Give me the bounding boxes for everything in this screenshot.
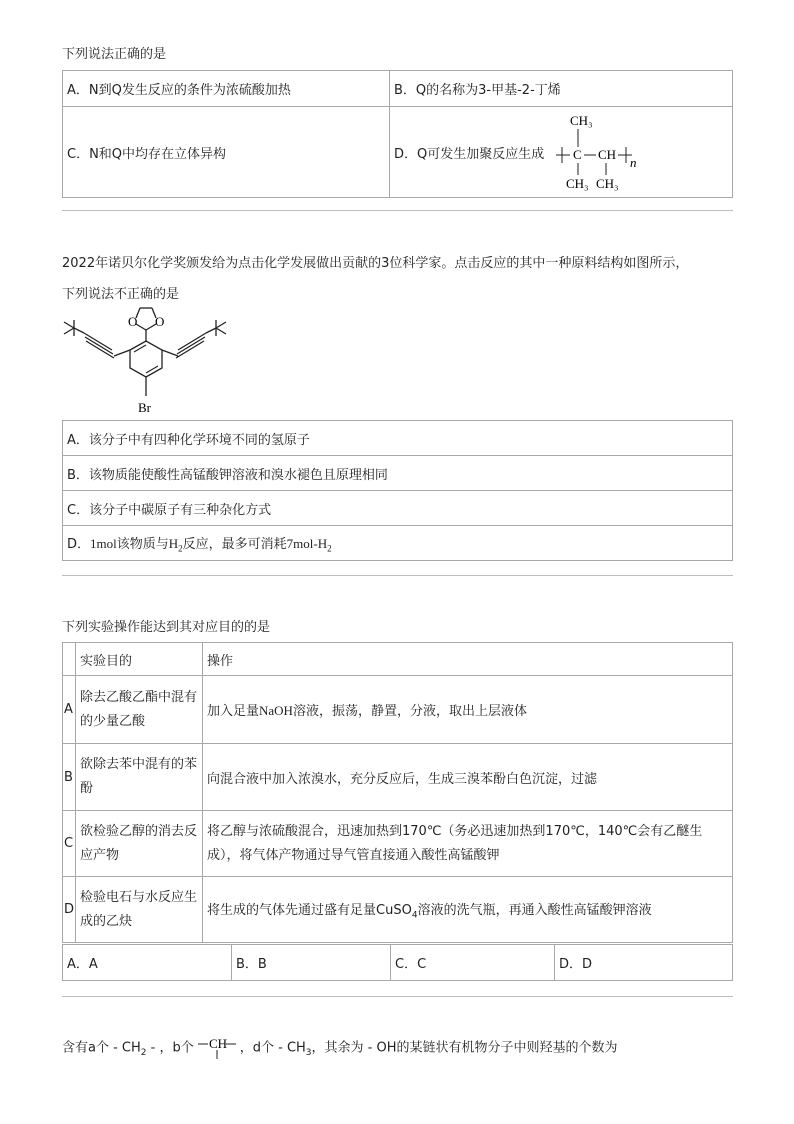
q3-row-d-op-b: 溶液的洗气瓶，再通入酸性高锰酸钾溶液 (417, 902, 652, 918)
q4-text-4: ，其余为 - OH的某链状有机物分子中则羟基的个数为 (311, 1040, 618, 1056)
polymer-ch3-right: CH₃ (596, 176, 619, 191)
q1-stem: 下列说法正确的是 (62, 47, 167, 62)
q3-row-operation-text: 加入足量NaOH溶液，振荡，静置，分液，取出上层液体 (207, 703, 527, 718)
polymer-ch3-left: CH₃ (566, 176, 589, 191)
q3-row-d-op-sub: 4 (411, 910, 418, 921)
polymer-n: n (630, 155, 637, 170)
q2-stem-line1: 2022年诺贝尔化学奖颁发给为点击化学发展做出贡献的3位科学家。点击反应的其中一种原料结构如图所示， (62, 256, 689, 271)
q4-sub-1: 2 (140, 1048, 147, 1059)
q3-row-label: B (63, 744, 76, 811)
q3-row-purpose: 除去乙酸乙酯中混有的少量乙酸 (76, 676, 203, 744)
polymer-c: C (573, 147, 582, 162)
q2-options-table (62, 420, 733, 561)
q2-option-d-text-a: 1mol该物质与H (90, 535, 179, 551)
methine-ch: CH (208, 1036, 227, 1051)
q3-row-operation (203, 676, 733, 744)
oxygen-left-label: O (128, 314, 138, 329)
separator (62, 210, 733, 211)
q4-sub-2: 3 (305, 1048, 312, 1059)
q1-option-c[interactable]: C．N和Q中均存在立体异构 (63, 107, 390, 198)
q2-option-d-sub1: 2 (178, 543, 183, 554)
q3-answer-c[interactable]: C．C (391, 945, 555, 981)
q3-row-operation: 向混合液中加入浓溴水，充分反应后，生成三溴苯酚白色沉淀，过滤 (203, 744, 733, 811)
polymer-ch3-top: CH₃ (570, 113, 593, 128)
q3-row-label: C (63, 811, 76, 877)
q2-stem-line2: 下列说法不正确的是 (62, 287, 180, 302)
q3-answer-b[interactable]: B．B (232, 945, 391, 981)
methine-group (194, 1038, 240, 1058)
q3-stem: 下列实验操作能达到其对应目的的是 (62, 620, 271, 635)
q2-option-a[interactable]: A．该分子中有四种化学环境不同的氢原子 (63, 421, 733, 456)
q1-option-d-text: D．Q可发生加聚反应生成 (394, 146, 545, 162)
q3-header-operation: 操作 (203, 643, 733, 676)
q3-row-purpose: 检验电石与水反应生成的乙炔 (76, 877, 203, 943)
q4-text-2: - ，b个 (146, 1040, 194, 1056)
polymer-structure (548, 111, 668, 191)
q1-option-d[interactable] (390, 107, 733, 198)
q2-option-b[interactable]: B．该物质能使酸性高锰酸钾溶液和溴水褪色且原理相同 (63, 456, 733, 491)
q3-experiment-table (62, 642, 733, 943)
q3-row-operation (203, 877, 733, 943)
q2-option-c[interactable]: C．该分子中碳原子有三种杂化方式 (63, 491, 733, 526)
separator (62, 996, 733, 997)
q2-option-d-prefix: D． (67, 536, 91, 552)
q3-answer-d[interactable]: D．D (555, 945, 733, 981)
q3-row-d-op-a: 将生成的气体先通过盛有足量CuSO (207, 902, 412, 918)
q3-header-label (63, 643, 76, 676)
q3-row-label: A (63, 676, 76, 744)
q3-row-purpose: 欲除去苯中混有的苯酚 (76, 744, 203, 811)
q3-answer-a[interactable]: A．A (63, 945, 232, 981)
separator (62, 575, 733, 576)
q3-header-purpose: 实验目的 (76, 643, 203, 676)
q2-option-d-sub2: 2 (327, 543, 332, 554)
q1-option-a[interactable]: A．N到Q发生反应的条件为浓硫酸加热 (63, 71, 390, 107)
q3-answers-table (62, 944, 733, 981)
q2-option-d-text-b: 反应，最多可消耗7mol-H (182, 535, 328, 551)
q3-row-purpose: 欲检验乙醇的消去反应产物 (76, 811, 203, 877)
q3-row-label: D (63, 877, 76, 943)
q2-option-d[interactable] (63, 526, 733, 561)
bromine-label: Br (138, 400, 151, 415)
q4-stem (62, 1038, 618, 1063)
q4-text-1: 含有a个 - CH (62, 1040, 141, 1056)
q3-row-operation: 将乙醇与浓硫酸混合，迅速加热到170℃（务必迅速加热到170℃，140℃会有乙醚生成），将气体产物通过导气管直接通入酸性高锰酸钾 (203, 811, 733, 877)
polymer-ch: CH (598, 147, 617, 162)
molecule-structure (60, 306, 230, 416)
q4-text-3: ，d个 - CH (239, 1040, 306, 1056)
q1-option-b[interactable]: B．Q的名称为3-甲基-2-丁烯 (390, 71, 733, 107)
q1-options-table (62, 70, 733, 198)
oxygen-right-label: O (155, 314, 165, 329)
